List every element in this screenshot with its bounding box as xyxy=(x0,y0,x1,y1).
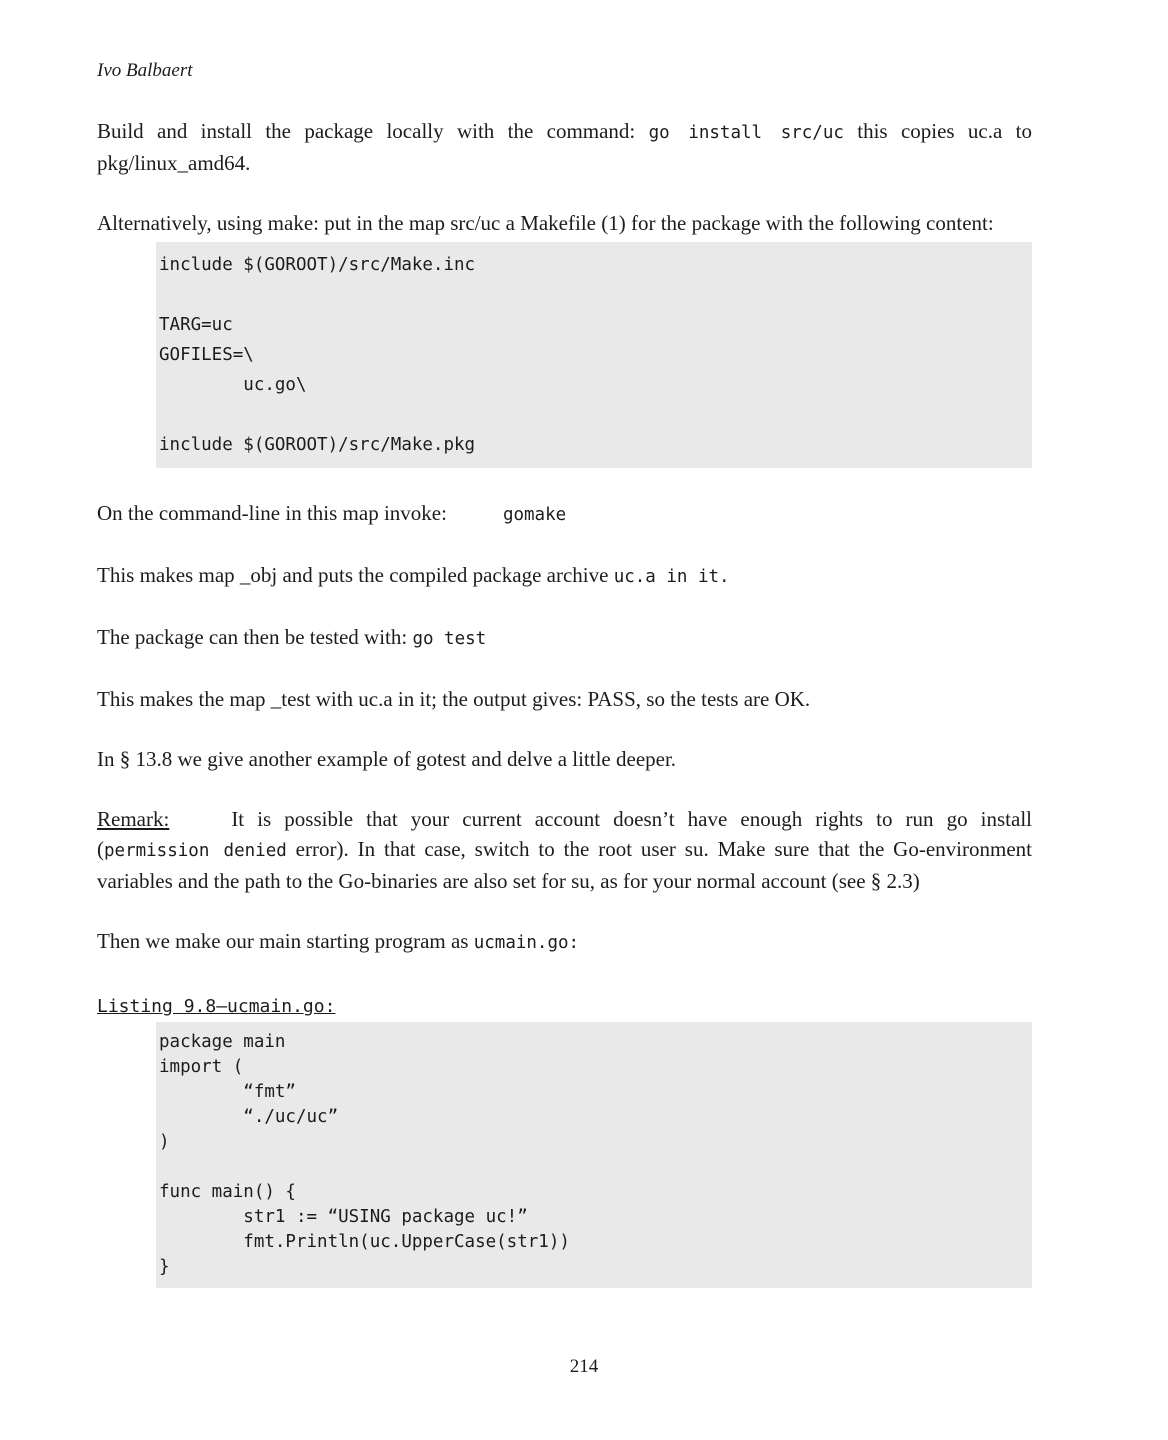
running-header-author: Ivo Balbaert xyxy=(97,60,193,81)
paragraph-section-ref: In § 13.8 we give another example of gotest and delve a little deeper. xyxy=(97,747,677,771)
code-line: package main xyxy=(159,1032,286,1052)
code-line: str1 := “USING package uc!” xyxy=(159,1207,528,1227)
code-line: include $(GOROOT)/src/Make.inc xyxy=(159,255,476,275)
text-run: The package can then be tested with: xyxy=(97,625,413,649)
page-number: 214 xyxy=(569,1356,599,1377)
text-run: Build and install the package locally with the command: xyxy=(97,119,649,143)
paragraph-obj-archive xyxy=(97,560,1032,592)
code-line: } xyxy=(159,1257,170,1277)
code-line: TARG=uc xyxy=(159,315,233,335)
text-run: It is possible that your current account doesn’t have enough rights to run go install ( xyxy=(97,807,1032,861)
paragraph-remark xyxy=(97,804,1032,896)
inline-code-ucmain: ucmain.go: xyxy=(473,933,580,953)
code-line: func main() { xyxy=(159,1182,296,1202)
paragraph-go-test xyxy=(97,622,1032,654)
code-line: include $(GOROOT)/src/Make.pkg xyxy=(159,435,476,455)
paragraph-build-install xyxy=(97,116,1032,178)
listing-caption: Listing 9.8—ucmain.go: xyxy=(97,996,336,1017)
paragraph-gomake-invoke xyxy=(97,498,1032,530)
text-run: This makes map _obj and puts the compiled package archive xyxy=(97,563,614,587)
code-line: import ( xyxy=(159,1057,244,1077)
inline-code-uca: uc.a in it. xyxy=(613,567,730,587)
code-line xyxy=(159,1155,1020,1180)
code-line: uc.go\ xyxy=(159,375,307,395)
inline-code-go-test: go test xyxy=(412,629,487,649)
text-run: Then we make our main starting program as xyxy=(97,929,474,953)
remark-label: Remark: xyxy=(97,807,170,831)
code-line xyxy=(159,400,1020,430)
makefile-code-block xyxy=(156,242,1032,468)
inline-code-gomake: gomake xyxy=(502,505,567,525)
code-line: fmt.Println(uc.UpperCase(str1)) xyxy=(159,1232,570,1252)
text-run: On the command-line in this map invoke: xyxy=(97,501,447,525)
paragraph-alternatively-make: Alternatively, using make: put in the map src/uc a Makefile (1) for the package with the following content: xyxy=(97,211,994,235)
code-line: GOFILES=\ xyxy=(159,345,254,365)
text-run: error). In that case, switch to the root user su. Make sure that the Go-environment variables and the path to the Go-binaries are also set for su, as for your normal account (see § 2.3) xyxy=(97,837,1032,893)
text-run: this copies uc.a to pkg/linux_amd64. xyxy=(97,119,1033,175)
inline-code-permission-denied: permission denied xyxy=(104,841,287,861)
paragraph-test-pass: This makes the map _test with uc.a in it; the output gives: PASS, so the tests are OK. xyxy=(97,687,811,711)
code-line: ) xyxy=(159,1132,170,1152)
code-line: “./uc/uc” xyxy=(159,1107,339,1127)
paragraph-ucmain-intro xyxy=(97,926,1032,958)
code-line: “fmt” xyxy=(159,1082,296,1102)
code-line xyxy=(159,280,1020,310)
ucmain-code-block xyxy=(156,1022,1032,1288)
inline-code-go-install: go install src/uc xyxy=(648,123,844,143)
